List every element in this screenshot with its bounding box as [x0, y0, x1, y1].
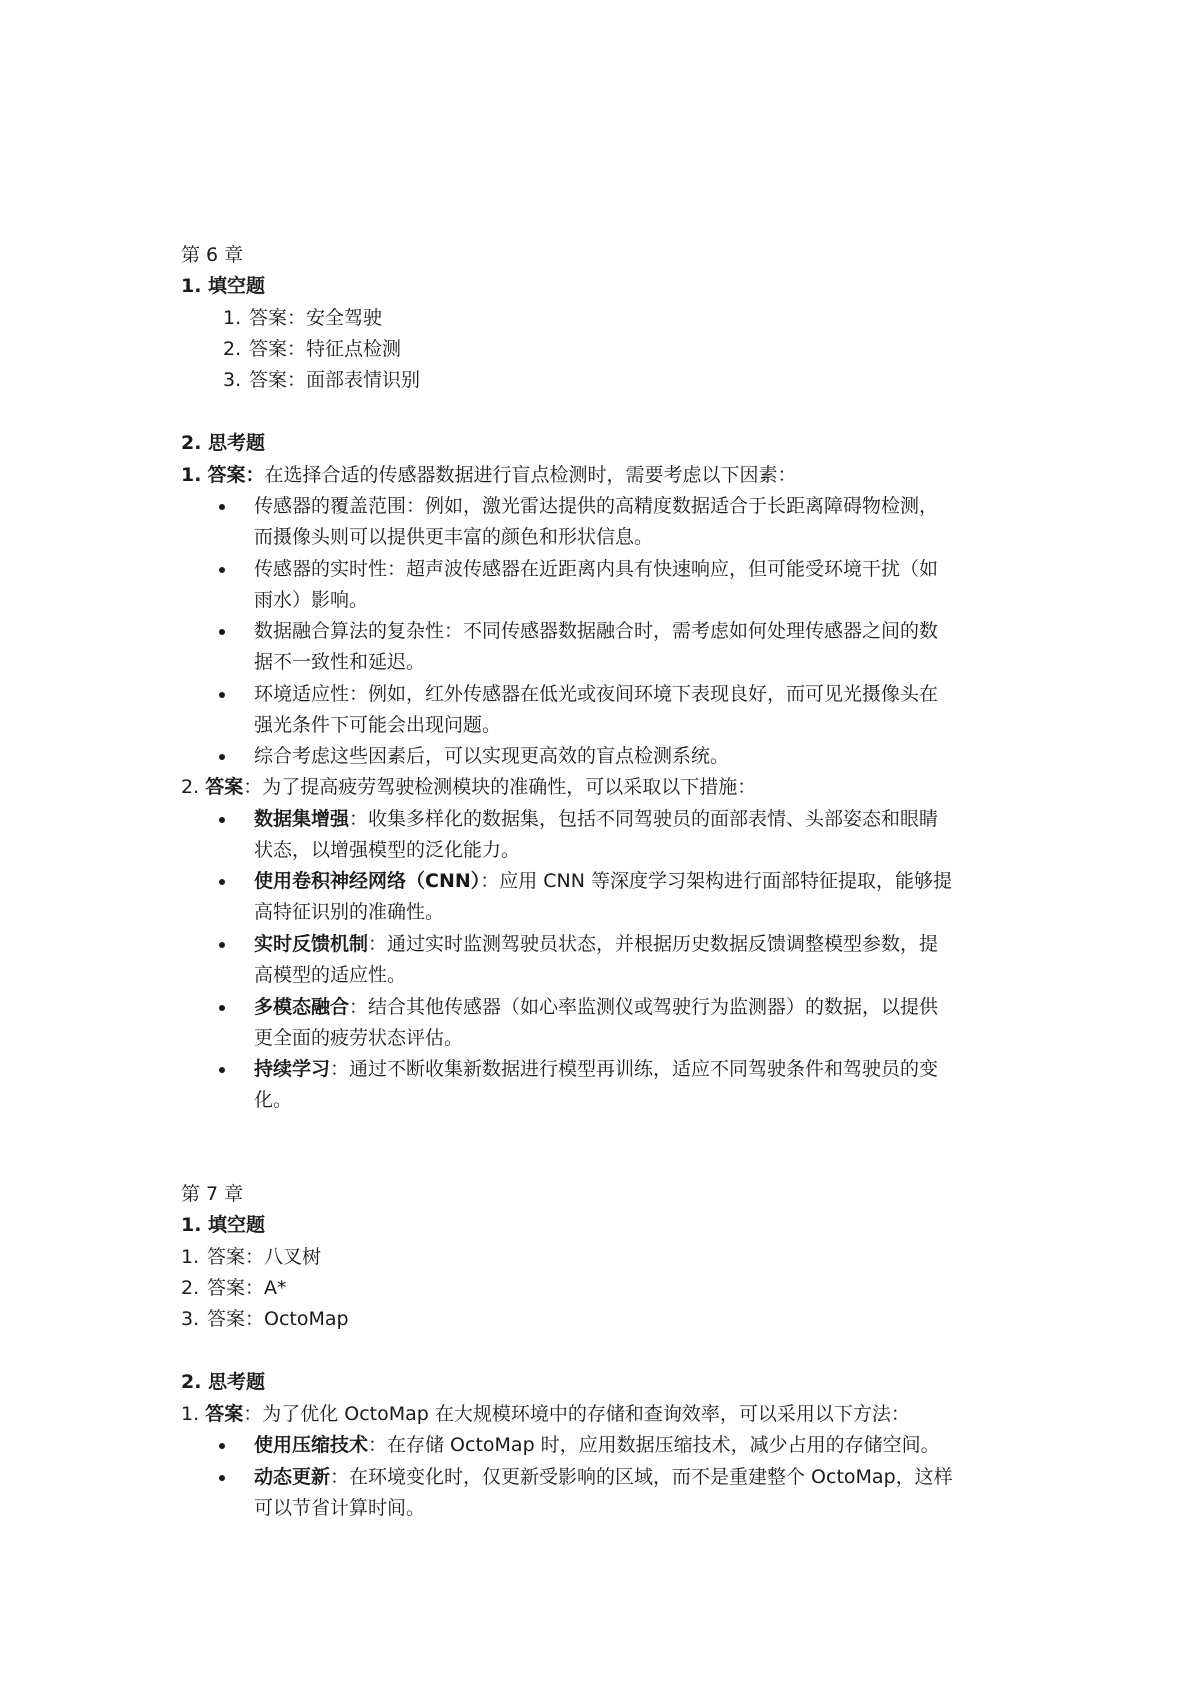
ch6-q2-intro-text: ：为了提高疲劳驾驶检测模块的准确性，可以采取以下措施： [243, 776, 757, 798]
bullet-icon [219, 1475, 225, 1481]
ch6-q2-bullet-4-text: ：结合其他传感器（如心率监测仪或驾驶行为监测器）的数据，以提供 [349, 996, 939, 1018]
bullet-icon [219, 692, 225, 698]
ch7-q1-intro-text: ：为了优化 OctoMap 在大规模环境中的存储和查询效率，可以采用以下方法： [243, 1403, 910, 1425]
ch6-q2-bullet-3-l1 [254, 932, 938, 956]
ch7-q1-bullet-2-text: ：在环境变化时，仅更新受影响的区域，而不是重建整个 OctoMap，这样 [330, 1466, 953, 1488]
bullet-icon [219, 629, 225, 635]
ch6-q2-bullet-4-l1 [254, 995, 938, 1019]
ch6-q1-bullet-5-l1: 综合考虑这些因素后，可以实现更高效的盲点检测系统。 [254, 745, 730, 767]
bullet-icon [219, 1067, 225, 1073]
ch7-fill-num-2: 2. [181, 1277, 200, 1299]
ch7-fill-answer-1: 答案：八叉树 [207, 1246, 322, 1268]
ch6-q1-bullet-2-l1: 传感器的实时性：超声波传感器在近距离内具有快速响应，但可能受环境干扰（如 [254, 558, 939, 580]
ch6-q2-bullet-1-text: ：收集多样化的数据集，包括不同驾驶员的面部表情、头部姿态和眼睛 [349, 808, 939, 830]
ch6-q2-bullet-3-l2: 高模型的适应性。 [254, 964, 407, 986]
ch6-q1-intro [181, 463, 797, 487]
chapter-6-title: 第 6 章 [181, 244, 244, 266]
ch6-q1-bullet-3-l1: 数据融合算法的复杂性：不同传感器数据融合时，需考虑如何处理传感器之间的数 [254, 620, 939, 642]
ch6-fill-num-2: 2. [223, 338, 242, 360]
ch6-q2-bullet-3-text: ：通过实时监测驾驶员状态，并根据历史数据反馈调整模型参数，提 [368, 933, 939, 955]
ch6-think-heading: 2. 思考题 [181, 432, 266, 454]
ch7-fill-heading: 1. 填空题 [181, 1214, 266, 1236]
ch7-q1-label: 答案 [205, 1403, 244, 1425]
ch6-q2-intro [181, 775, 756, 799]
bullet-icon [219, 1005, 225, 1011]
ch6-q2-bullet-5-l2: 化。 [254, 1089, 293, 1111]
ch7-q1-intro [181, 1402, 910, 1426]
ch7-q1-bullet-2-term: 动态更新 [254, 1466, 331, 1488]
ch6-q1-label: 答案： [207, 464, 265, 486]
bullet-icon [219, 567, 225, 573]
ch6-q2-bullet-4-term: 多模态融合 [254, 996, 350, 1018]
bullet-icon [219, 754, 225, 760]
ch6-q1-bullet-4-l1: 环境适应性：例如，红外传感器在低光或夜间环境下表现良好，而可见光摄像头在 [254, 683, 939, 705]
ch6-q2-bullet-4-l2: 更全面的疲劳状态评估。 [254, 1027, 464, 1049]
ch6-fill-answer-3: 答案：面部表情识别 [249, 369, 421, 391]
ch7-fill-num-1: 1. [181, 1246, 200, 1268]
bullet-icon [219, 817, 225, 823]
ch6-q1-intro-text: 在选择合适的传感器数据进行盲点检测时，需要考虑以下因素： [264, 464, 797, 486]
ch6-q2-bullet-2-l2: 高特征识别的准确性。 [254, 901, 445, 923]
ch6-q2-label: 答案 [205, 776, 244, 798]
ch7-q1-bullet-1-text: ：在存储 OctoMap 时，应用数据压缩技术，减少占用的存储空间。 [368, 1434, 940, 1456]
bullet-icon [219, 879, 225, 885]
ch6-q1-bullet-2-l2: 雨水）影响。 [254, 589, 369, 611]
chapter-7-title: 第 7 章 [181, 1183, 244, 1205]
ch6-q2-bullet-1-l1 [254, 807, 938, 831]
ch6-fill-num-3: 3. [223, 369, 242, 391]
ch6-q1-num: 1. [181, 464, 202, 486]
ch6-fill-answer-2: 答案：特征点检测 [249, 338, 402, 360]
ch6-q2-bullet-2-l1 [254, 869, 952, 893]
ch7-q1-bullet-2-l1 [254, 1465, 953, 1489]
ch6-q2-bullet-1-l2: 状态，以增强模型的泛化能力。 [254, 839, 521, 861]
ch6-q2-num: 2. [181, 776, 200, 798]
ch6-q1-bullet-4-l2: 强光条件下可能会出现问题。 [254, 714, 502, 736]
ch6-q2-bullet-3-term: 实时反馈机制 [254, 933, 369, 955]
ch7-q1-bullet-1-l1 [254, 1433, 940, 1457]
ch6-q1-bullet-1-l2: 而摄像头则可以提供更丰富的颜色和形状信息。 [254, 526, 654, 548]
bullet-icon [219, 1443, 225, 1449]
ch6-q2-bullet-5-l1 [254, 1057, 938, 1081]
ch6-q2-bullet-1-term: 数据集增强 [254, 808, 350, 830]
ch7-q1-bullet-1-term: 使用压缩技术 [254, 1434, 369, 1456]
ch7-think-heading: 2. 思考题 [181, 1371, 266, 1393]
ch7-q1-bullet-2-l2: 可以节省计算时间。 [254, 1497, 426, 1519]
ch6-fill-answer-1: 答案：安全驾驶 [249, 307, 383, 329]
ch7-fill-answer-3: 答案：OctoMap [207, 1308, 349, 1330]
bullet-icon [219, 942, 225, 948]
ch7-fill-num-3: 3. [181, 1308, 200, 1330]
ch6-q2-bullet-5-text: ：通过不断收集新数据进行模型再训练，适应不同驾驶条件和驾驶员的变 [330, 1058, 939, 1080]
ch6-q1-bullet-1-l1: 传感器的覆盖范围：例如，激光雷达提供的高精度数据适合于长距离障碍物检测， [254, 495, 939, 517]
ch6-q2-bullet-2-term: 使用卷积神经网络（CNN） [254, 870, 481, 892]
ch6-q2-bullet-5-term: 持续学习 [254, 1058, 331, 1080]
ch6-q1-bullet-3-l2: 据不一致性和延迟。 [254, 651, 426, 673]
bullet-icon [219, 504, 225, 510]
ch6-fill-heading: 1. 填空题 [181, 275, 266, 297]
ch6-q2-bullet-2-text: ：应用 CNN 等深度学习架构进行面部特征提取，能够提 [480, 870, 953, 892]
ch7-q1-num: 1. [181, 1403, 200, 1425]
ch7-fill-answer-2: 答案：A* [207, 1277, 287, 1299]
ch6-fill-num-1: 1. [223, 307, 242, 329]
